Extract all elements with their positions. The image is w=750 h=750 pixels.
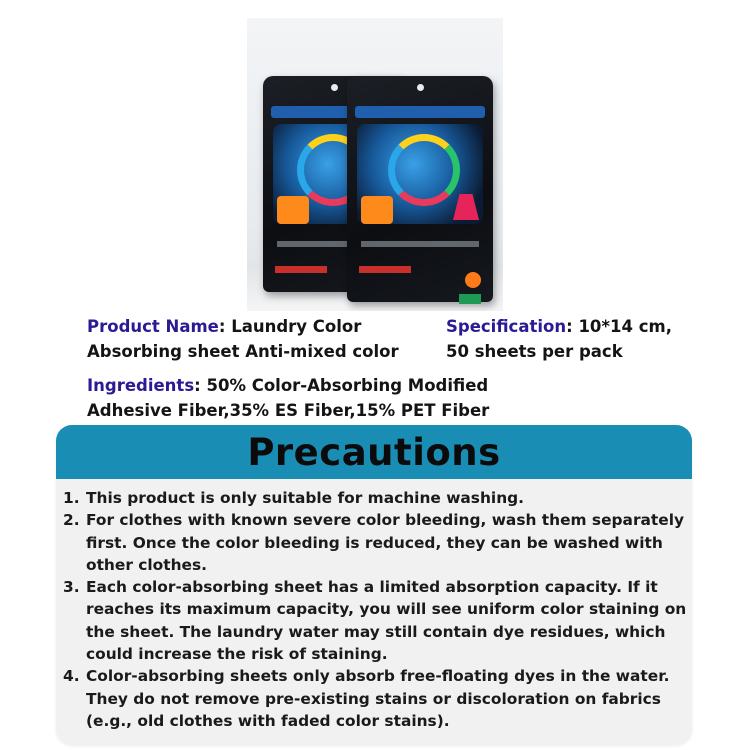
ingredients-value-line1: 50% Color-Absorbing Modified (206, 376, 489, 395)
shirt-graphic (277, 196, 309, 224)
precaution-item (56, 576, 688, 665)
pack-red-label (275, 266, 327, 273)
product-pack-front (347, 76, 493, 302)
precaution-number: 2. (63, 511, 80, 530)
product-name-label: Product Name (87, 317, 219, 336)
precaution-text: This product is only suitable for machine washing. (86, 489, 525, 507)
precaution-number: 4. (63, 667, 80, 686)
product-name-block: Product Name: Laundry Color Absorbing sheet Anti-mixed color (87, 314, 437, 364)
precautions-title: Precautions (247, 430, 501, 474)
precautions-card (56, 425, 692, 745)
product-name-value-line2: Absorbing sheet Anti-mixed color (87, 342, 399, 361)
ingredients-block: Ingredients: 50% Color-Absorbing Modified Adhesive Fiber,35% ES Fiber,15% PET Fiber (87, 373, 647, 423)
precaution-text: Color-absorbing sheets only absorb free-floating dyes in the water. They do not remove pre-existing stains or discoloration on fabrics (e.g., old clothes with faded color stains). (86, 667, 670, 730)
pack-sticker (465, 272, 481, 288)
precautions-list (56, 479, 692, 732)
precautions-header (56, 425, 692, 479)
precaution-number: 1. (63, 489, 80, 507)
specification-label: Specification (446, 317, 567, 336)
pack-green-label (459, 294, 481, 304)
precaution-text: Each color-absorbing sheet has a limited absorption capacity. If it reaches its maximum capacity, you will see uniform color staining on the sheet. The laundry water may still contain dye residues, which could increase the risk of staining. (86, 578, 687, 664)
pack-hang-hole (417, 84, 424, 91)
precaution-item (56, 665, 688, 732)
precaution-number: 3. (63, 578, 80, 597)
ingredients-value-line2: Adhesive Fiber,35% ES Fiber,15% PET Fiber (87, 401, 490, 420)
specification-value-line2: 50 sheets per pack (446, 342, 623, 361)
product-name-value-line1: Laundry Color (231, 317, 362, 336)
pack-text-strip (361, 241, 479, 247)
product-photo (247, 18, 503, 311)
pack-title-band (355, 106, 485, 118)
specification-value-line1: 10*14 cm, (578, 317, 672, 336)
specification-block: Specification: 10*14 cm, 50 sheets per pack (446, 314, 726, 364)
pack-hang-hole (331, 84, 338, 91)
precaution-item (56, 487, 688, 509)
color-ring-graphic (388, 134, 460, 206)
shirt-graphic (361, 196, 393, 224)
precaution-item (56, 509, 688, 576)
ingredients-label: Ingredients (87, 376, 195, 395)
pack-red-label (359, 266, 411, 273)
precaution-text: For clothes with known severe color bleeding, wash them separately first. Once the color bleeding is reduced, they can be washed with other clothes. (86, 511, 685, 574)
